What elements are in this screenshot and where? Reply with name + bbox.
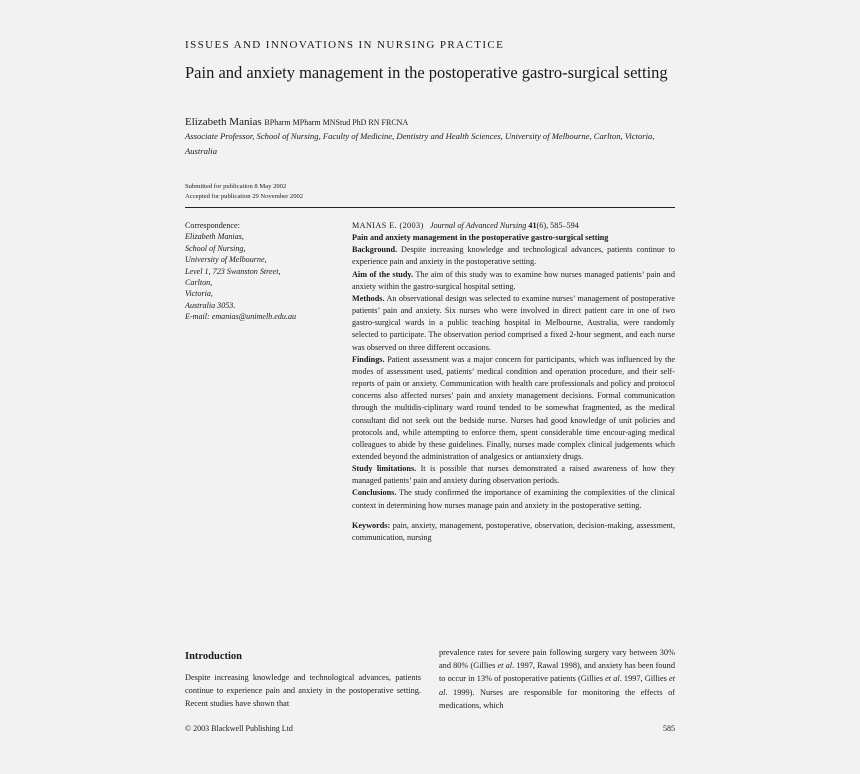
abstract-keywords: Keywords: pain, anxiety, management, postoperative, observation, decision-making, assessment, communication, nursing [352, 520, 675, 542]
submitted-date: Submitted for publication 8 May 2002 [185, 183, 287, 190]
section-label: ISSUES AND INNOVATIONS IN NURSING PRACTICE [185, 39, 505, 51]
correspondence-label: Correspondence: [185, 221, 240, 230]
citation-line [352, 220, 675, 232]
abstract-limitations: Study limitations. It is possible that nurses demonstrated a raised awareness of how they managed patients’ pain and anxiety during observation periods. [352, 464, 676, 486]
correspondence-line: Elizabeth Manias, [185, 232, 244, 242]
correspondence-line: Victoria, [185, 289, 213, 299]
abstract-methods: Methods. An observational design was selected to examine nurses’ management of postoperative patients’ pain and anxiety. Six nurses who were involved in direct patient care in one of two gastro-surgical wards in a public teaching hospital in Melbourne, Australia, were randomly selected to participate. The observation period comprised a fixed 2-hour segment, and each nurse was observed on three different occasions. [352, 293, 675, 352]
abstract-block [352, 220, 675, 544]
introduction-column-2: prevalence rates for severe pain following surgery vary between 30% and 80% (Gillies et al. 1997, Rawal 1998), and anxiety has been found to occur in 13% of postoperative patients (Gillies et al. 1997, Gillies et al. 1999). Nurses are responsible for monitoring the effects of medications, which [439, 648, 676, 710]
correspondence-line: Australia 3053. [185, 300, 236, 310]
correspondence-line: University of Melbourne, [185, 255, 267, 265]
introduction-heading: Introduction [185, 651, 242, 662]
abstract-findings: Findings. Patient assessment was a major concern for participants, which was influenced by the modes of assessment used, patients’ medical condition and operation procedure, and their self-reports of pain or anxiety. Communication with health care professionals and policy and protocol concerns also affected nurses’ pain and anxiety management decisions. Formal communication through the multidis-ciplinary ward round tended to be somewhat fragmented, as the medical consultant did not seek out the bedside nurse. Nurses had good knowledge of unit policies and protocols and, while attempting to enforce them, spent considerable time encour-aging medical colleagues to abide by these guidelines. Finally, nurses made complex clinical judgements which extended beyond the administration of analgesics or antianxiety drugs. [352, 354, 675, 461]
correspondence-email: E-mail: emanias@unimelb.edu.au [185, 312, 297, 322]
introduction-column-1: Despite increasing knowledge and technological advances, patients continue to experience pain and anxiety in the postoperative setting. Recent studies have shown that [185, 673, 421, 709]
author-affiliation: Associate Professor, School of Nursing, Faculty of Medicine, Dentistry and Health Sciences, University of Melbourne, Carlton, Victoria, Australia [185, 131, 655, 156]
correspondence-line: Level 1, 723 Swanston Street, [185, 266, 281, 276]
correspondence-line: Carlton, [185, 278, 213, 288]
accepted-date: Accepted for publication 29 November 2002 [185, 192, 304, 200]
abstract-conclusions: Conclusions. The study confirmed the importance of examining the complexities of the clinical context in determining how nurses manage pain and anxiety in the postoperative setting. [352, 488, 675, 510]
abstract-title: Pain and anxiety management in the postoperative gastro-surgical setting [352, 233, 609, 243]
abstract-background: Background. Despite increasing knowledge and technological advances, patients continue to experience pain and anxiety in the postoperative setting. [352, 245, 675, 267]
citation-pages: (6), 585–594 [536, 221, 579, 230]
header-divider [185, 207, 675, 208]
abstract-aim: Aim of the study. The aim of this study was to examine how nurses managed patients’ pain and anxiety within the gastro-surgical hospital setting. [352, 269, 675, 291]
spacer [352, 512, 675, 520]
copyright-notice: © 2003 Blackwell Publishing Ltd [185, 724, 293, 733]
citation-author: MANIAS E. (2003) [352, 221, 424, 230]
citation-volume: 41 [528, 221, 537, 230]
article-title: Pain and anxiety management in the postoperative gastro-surgical setting [185, 63, 668, 82]
correspondence-line: School of Nursing, [185, 243, 246, 253]
citation-journal: Journal of Advanced Nursing [429, 221, 527, 230]
correspondence-block [185, 220, 335, 323]
author-qualifications: BPharm MPharm MNStud PhD RN FRCNA [264, 118, 409, 127]
author-name: Elizabeth Manias [185, 116, 262, 128]
author-line [185, 116, 408, 128]
publication-dates [185, 182, 303, 201]
page-number: 585 [663, 724, 675, 733]
